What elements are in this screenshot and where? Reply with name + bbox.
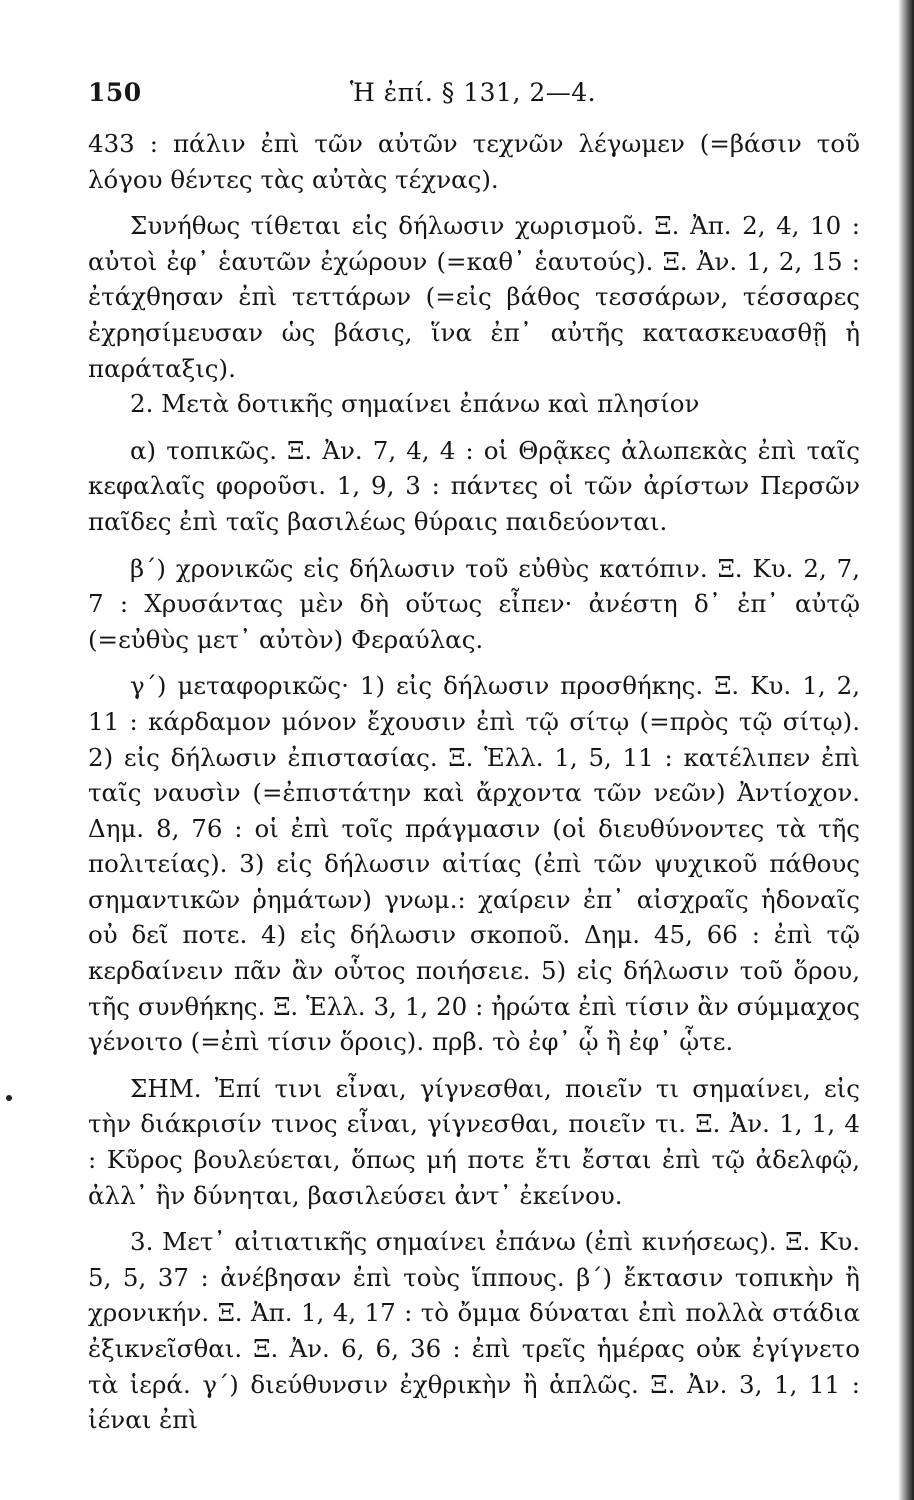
paragraph-continuation: 433 : πάλιν ἐπὶ τῶν αὐτῶν τεχνῶν λέγωμεν (=βάσιν τοῦ λόγου θέντες τὰς αὐτὰς τέχνας). xyxy=(88,129,860,194)
paragraph-note: ΣΗΜ. Ἐπί τινι εἶναι, γίγνεσθαι, ποιεῖν τι σημαίνει, εἰς τὴν διάκρισίν τινος εἶναι, γίγνεσθαι, ποιεῖν τι. Ξ. Ἀν. 1, 1, 4 : Κῦρος βουλεύεται, ὅπως μή ποτε ἔτι ἔσται ἐπὶ τῷ ἀδελφῷ, ἀλλ᾽ ἢν δύνηται, βασιλεύσει ἀντ᾽ ἐκείνου. xyxy=(88,1073,860,1210)
paragraph-temporal: β΄) χρονικῶς εἰς δήλωσιν τοῦ εὐθὺς κατόπιν. Ξ. Κυ. 2, 7, 7 : Χρυσάντας μὲν δὴ οὕτως εἶπεν· ἀνέστη δ᾽ ἐπ᾽ αὐτῷ (=εὐθὺς μετ᾽ αὐτὸν) Φεραύλας. xyxy=(88,553,860,654)
page-header xyxy=(88,78,868,112)
section-3-accusative: 3. Μετ᾽ αἰτιατικῆς σημαίνει ἐπάνω (ἐπὶ κινήσεως). Ξ. Κυ. 5, 5, 37 : ἀνέβησαν ἐπὶ τοὺς ἵππους. β΄) ἔκτασιν τοπικὴν ἢ χρονικήν. Ξ. Ἀπ. 1, 4, 17 : τὸ ὄμμα δύναται ἐπὶ πολλὰ στάδια ἐξικνεῖσθαι. Ξ. Ἀν. 6, 6, 36 : ἐπὶ τρεῖς ἡμέρας οὐκ ἐγίγνετο τὰ ἱερά. γ΄) διεύθυνσιν ἐχθρικὴν ἢ ἁπλῶς. Ξ. Ἀν. 3, 1, 11 : ἰέναι ἐπὶ xyxy=(88,1227,860,1435)
running-head: Ἡ ἐπί. § 131, 2—4. xyxy=(350,78,597,107)
paragraph-metaphorical: γ΄) μεταφορικῶς· 1) εἰς δήλωσιν προσθήκης. Ξ. Κυ. 1, 2, 11 : κάρδαμον μόνον ἔχουσιν ἐπὶ τῷ σίτῳ (=πρὸς τῷ σίτῳ). 2) εἰς δήλωσιν ἐπιστασίας. Ξ. Ἑλλ. 1, 5, 11 : κατέλιπεν ἐπὶ ταῖς ναυσὶν (=ἐπιστάτην καὶ ἄρχοντα τῶν νεῶν) Ἀντίοχον. Δημ. 8, 76 : οἱ ἐπὶ τοῖς πράγμασιν (οἱ διευθύνοντες τὰ τῆς πολιτείας). 3) εἰς δήλωσιν αἰτίας (ἐπὶ τῶν ψυχικοῦ πάθους σημαντικῶν ῥημάτων) γνωμ.: χαίρειν ἐπ᾽ αἰσχραῖς ἡδοναῖς οὐ δεῖ ποτε. 4) εἰς δήλωσιν σκοποῦ. Δημ. 45, 66 : ἐπὶ τῷ κερδαίνειν πᾶν ἂν οὗτος ποιήσειε. 5) εἰς δήλωσιν τοῦ ὅρου, τῆς συνθήκης. Ξ. Ἑλλ. 3, 1, 20 : ἠρώτα ἐπὶ τίσιν ἂν σύμμαχος γένοιτο (=ἐπὶ τίσιν ὅροις). πρβ. τὸ ἐφ᾽ ᾧ ἢ ἐφ᾽ ᾧτε. xyxy=(88,671,860,1057)
section-2-heading: 2. Μετὰ δοτικῆς σημαίνει ἐπάνω καὶ πλησίον xyxy=(130,389,700,419)
margin-dot xyxy=(6,1095,12,1101)
page-edge-shadow xyxy=(898,0,914,1500)
page-body xyxy=(88,126,860,1438)
page-number: 150 xyxy=(88,78,142,107)
paragraph-local: α) τοπικῶς. Ξ. Ἀν. 7, 4, 4 : οἱ Θρᾷκες ἀλωπεκὰς ἐπὶ ταῖς κεφαλαῖς φοροῦσι. 1, 9, 3 : πάντες οἱ τῶν ἀρίστων Περσῶν παῖδες ἐπὶ ταῖς βασιλέως θύραις παιδεύονται. xyxy=(88,435,860,536)
paragraph-separation: Συνήθως τίθεται εἰς δήλωσιν χωρισμοῦ. Ξ. Ἀπ. 2, 4, 10 : αὐτοὶ ἐφ᾽ ἑαυτῶν ἐχώρουν (=καθ᾽ ἑαυτούς). Ξ. Ἀν. 1, 2, 15 : ἐτάχθησαν ἐπὶ τεττάρων (=εἰς βάθος τεσσάρων, τέσσαρες ἐχρησίμευσαν ὡς βάσις, ἵνα ἐπ᾽ αὐτῆς κατασκευασθῇ ἡ παράταξις). xyxy=(88,211,860,383)
